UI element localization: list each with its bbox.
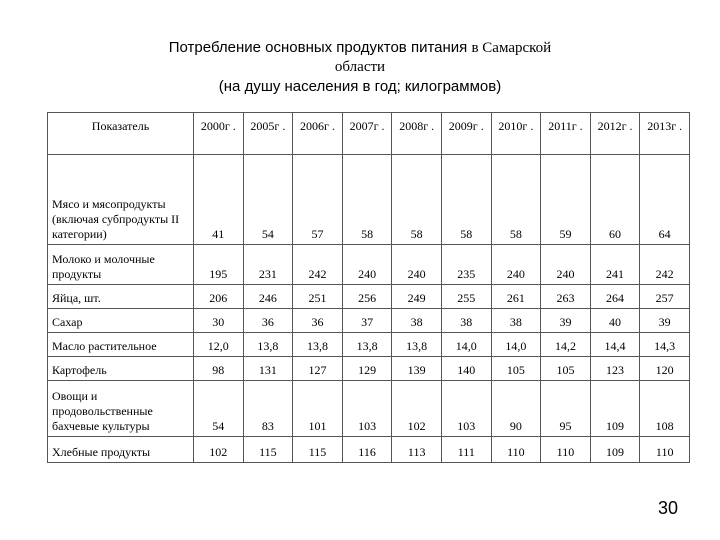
header-year: 2008г . [392,113,442,155]
cell-value: 110 [640,437,690,463]
cell-value: 12,0 [194,333,244,357]
cell-value: 14,0 [491,333,541,357]
cell-value: 90 [491,381,541,437]
header-year: 2005г . [243,113,293,155]
cell-value: 242 [640,245,690,285]
cell-value: 58 [491,155,541,245]
cell-value: 13,8 [293,333,343,357]
table-header-row [48,113,690,155]
header-year: 2006г . [293,113,343,155]
row-label: Яйца, шт. [48,285,194,309]
cell-value: 240 [491,245,541,285]
cell-value: 115 [293,437,343,463]
cell-value: 129 [342,357,392,381]
table-row [48,381,690,437]
table-row [48,155,690,245]
cell-value: 101 [293,381,343,437]
table-row [48,245,690,285]
cell-value: 59 [541,155,591,245]
row-label: Хлебные продукты [48,437,194,463]
cell-value: 116 [342,437,392,463]
cell-value: 235 [441,245,491,285]
header-year: 2000г . [194,113,244,155]
cell-value: 140 [441,357,491,381]
title-line-2: области [334,59,386,75]
cell-value: 102 [392,381,442,437]
row-label: Картофель [48,357,194,381]
title-line-1-a: Потребление основных продуктов питания [168,39,472,56]
row-label: Сахар [48,309,194,333]
cell-value: 110 [541,437,591,463]
cell-value: 54 [194,381,244,437]
cell-value: 113 [392,437,442,463]
cell-value: 38 [441,309,491,333]
cell-value: 36 [293,309,343,333]
row-label: Масло растительное [48,333,194,357]
consumption-table [47,112,690,463]
row-label: Мясо и мясопродукты (включая субпродукты II категории) [48,155,194,245]
cell-value: 13,8 [342,333,392,357]
cell-value: 58 [392,155,442,245]
cell-value: 241 [590,245,640,285]
cell-value: 95 [541,381,591,437]
cell-value: 36 [243,309,293,333]
cell-value: 103 [342,381,392,437]
cell-value: 109 [590,437,640,463]
cell-value: 64 [640,155,690,245]
cell-value: 83 [243,381,293,437]
cell-value: 102 [194,437,244,463]
cell-value: 37 [342,309,392,333]
cell-value: 240 [541,245,591,285]
cell-value: 60 [590,155,640,245]
cell-value: 105 [541,357,591,381]
cell-value: 58 [342,155,392,245]
cell-value: 255 [441,285,491,309]
cell-value: 14,3 [640,333,690,357]
header-year: 2009г . [441,113,491,155]
cell-value: 38 [392,309,442,333]
cell-value: 105 [491,357,541,381]
cell-value: 115 [243,437,293,463]
cell-value: 242 [293,245,343,285]
cell-value: 261 [491,285,541,309]
title-line-3: (на душу населения в год; килограммов) [218,78,502,95]
cell-value: 264 [590,285,640,309]
cell-value: 103 [441,381,491,437]
header-year: 2010г . [491,113,541,155]
cell-value: 58 [441,155,491,245]
header-year: 2007г . [342,113,392,155]
cell-value: 240 [342,245,392,285]
cell-value: 41 [194,155,244,245]
cell-value: 14,2 [541,333,591,357]
cell-value: 40 [590,309,640,333]
header-year: 2011г . [541,113,591,155]
row-label: Овощи и продовольственные бахчевые культуры [48,381,194,437]
cell-value: 127 [293,357,343,381]
cell-value: 30 [194,309,244,333]
table-row [48,437,690,463]
cell-value: 206 [194,285,244,309]
title-line-1 [0,38,720,58]
cell-value: 256 [342,285,392,309]
cell-value: 110 [491,437,541,463]
cell-value: 231 [243,245,293,285]
cell-value: 39 [541,309,591,333]
page-number: 30 [657,498,678,518]
title-line-1-b: в Самарской [471,40,552,56]
cell-value: 13,8 [243,333,293,357]
cell-value: 120 [640,357,690,381]
cell-value: 54 [243,155,293,245]
header-indicator: Показатель [48,113,194,155]
table-row [48,333,690,357]
slide-title [0,38,720,96]
cell-value: 108 [640,381,690,437]
cell-value: 139 [392,357,442,381]
header-year: 2012г . [590,113,640,155]
cell-value: 109 [590,381,640,437]
cell-value: 14,4 [590,333,640,357]
cell-value: 111 [441,437,491,463]
table-row [48,357,690,381]
cell-value: 123 [590,357,640,381]
cell-value: 98 [194,357,244,381]
header-year: 2013г . [640,113,690,155]
table-row [48,285,690,309]
cell-value: 263 [541,285,591,309]
table-row [48,309,690,333]
cell-value: 249 [392,285,442,309]
cell-value: 57 [293,155,343,245]
cell-value: 240 [392,245,442,285]
cell-value: 257 [640,285,690,309]
cell-value: 195 [194,245,244,285]
cell-value: 251 [293,285,343,309]
row-label: Молоко и молочные продукты [48,245,194,285]
cell-value: 38 [491,309,541,333]
cell-value: 131 [243,357,293,381]
cell-value: 14,0 [441,333,491,357]
cell-value: 39 [640,309,690,333]
cell-value: 13,8 [392,333,442,357]
cell-value: 246 [243,285,293,309]
